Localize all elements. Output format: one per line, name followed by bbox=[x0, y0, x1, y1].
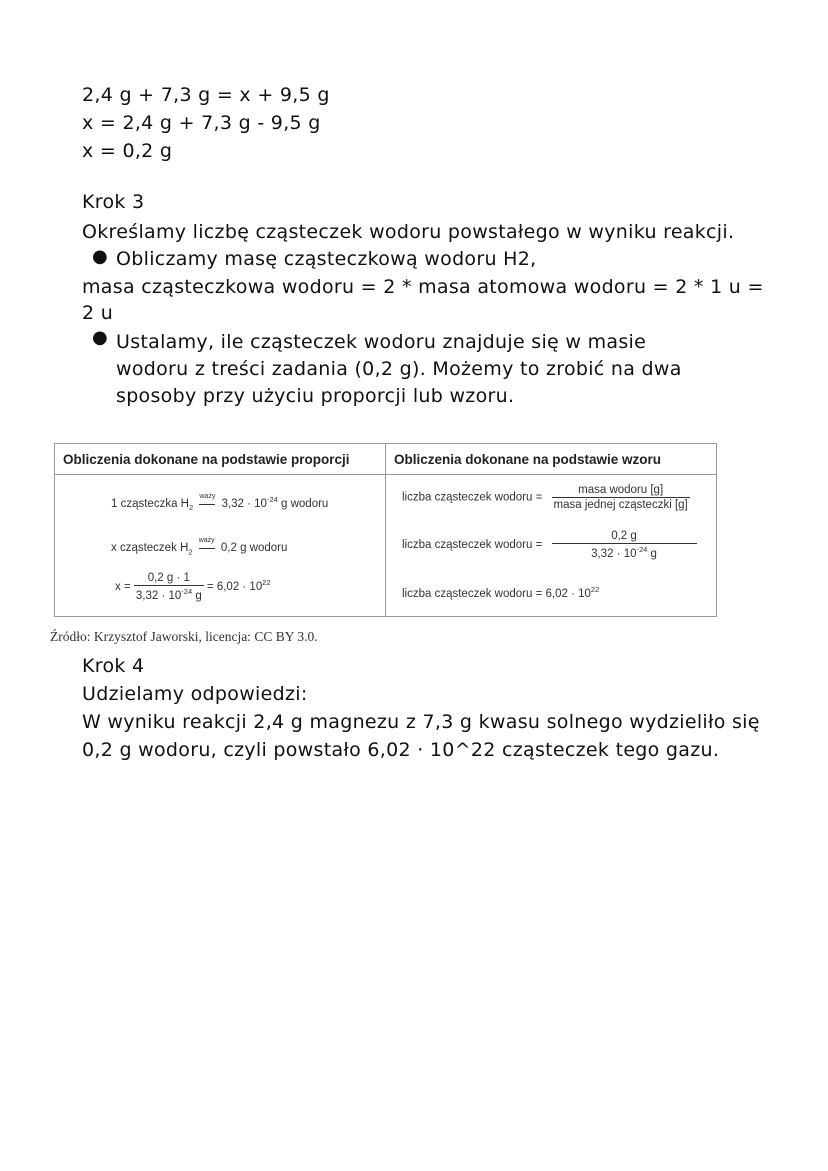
step4-title: Krok 4 bbox=[82, 655, 145, 677]
fraction: $\frac{0,2 g}{3,32 \cdot 10^{-24} g}$ bbox=[552, 530, 697, 560]
step3-bullet2: Ustalamy, ile cząsteczek wodoru znajduje się w masie wodoru z treści zadania (0,2 g). Możemy to zrobić na dwa sposoby przy użyciu proporcji lub wzoru. bbox=[116, 331, 682, 407]
fraction: $\frac{0,2 g \cdot 1}{3,32 \cdot 10^{-24} g}$ bbox=[135, 572, 202, 602]
bullet-dot-1: ● bbox=[92, 246, 108, 267]
formula-row-2: liczba cząsteczek wodoru = $\frac{0,2 g}{3,32 \cdot 10^{-24} g}$ bbox=[402, 530, 697, 560]
proportion-row-2: x cząsteczek $H_2$ waży 0,2 g wodoru bbox=[111, 537, 288, 557]
arrow-icon: waży bbox=[199, 547, 215, 548]
formula-row-3: liczba cząsteczek wodoru = $6,02 \cdot 10^{22}$ bbox=[402, 585, 600, 600]
step3-title: Krok 3 bbox=[82, 191, 145, 213]
step4-answer-line2: 0,2 g wodoru, czyli powstało 6,02 · 10^22 cząsteczek tego gazu. bbox=[82, 739, 720, 761]
proportion-row-3: x = $\frac{0,2 g \cdot 1}{3,32 \cdot 10^{-24} g}$ = $6,02 \cdot 10^{22}$ bbox=[115, 572, 271, 602]
source-caption: Źródło: Krzysztof Jaworski, licencja: CC BY 3.0. bbox=[50, 629, 318, 644]
formula-cell bbox=[386, 475, 717, 617]
table-header-proportion: Obliczenia dokonane na podstawie proporcji bbox=[55, 444, 386, 475]
step4-answer-line1: W wyniku reakcji 2,4 g magnezu z 7,3 g kwasu solnego wydzieliło się bbox=[82, 711, 760, 733]
mass-calculation-line1: masa cząsteczkowa wodoru = 2 * masa atomowa wodoru = 2 * 1 u = bbox=[82, 276, 764, 298]
step3-intro: Określamy liczbę cząsteczek wodoru powstałego w wyniku reakcji. bbox=[82, 221, 735, 243]
step4-answer-title: Udzielamy odpowiedzi: bbox=[82, 683, 308, 705]
bullet-dot-2: ● bbox=[92, 327, 108, 348]
calculation-table bbox=[54, 443, 717, 617]
step3-bullet1: Obliczamy masę cząsteczkową wodoru H2, bbox=[116, 248, 537, 270]
table-header-formula: Obliczenia dokonane na podstawie wzoru bbox=[386, 444, 717, 475]
formula-row-1: liczba cząsteczek wodoru = $\frac{\text{masa wodoru [g]}}{\text{masa jednej cząsteczki [g]}}$ bbox=[402, 484, 688, 511]
proportion-cell bbox=[55, 475, 386, 617]
equation-line-3: x = 0,2 g bbox=[82, 140, 173, 162]
arrow-icon: waży bbox=[199, 503, 215, 504]
fraction: $\frac{\text{masa wodoru [g]}}{\text{masa jednej cząsteczki [g]}}$ bbox=[553, 484, 688, 511]
equation-line-1: 2,4 g + 7,3 g = x + 9,5 g bbox=[82, 84, 330, 106]
mass-calculation-line2: 2 u bbox=[82, 302, 114, 324]
proportion-row-1: 1 cząsteczka $H_2$ waży $3,32 \cdot 10^{-24}$ g wodoru bbox=[111, 493, 329, 513]
equation-line-2: x = 2,4 g + 7,3 g - 9,5 g bbox=[82, 112, 321, 134]
